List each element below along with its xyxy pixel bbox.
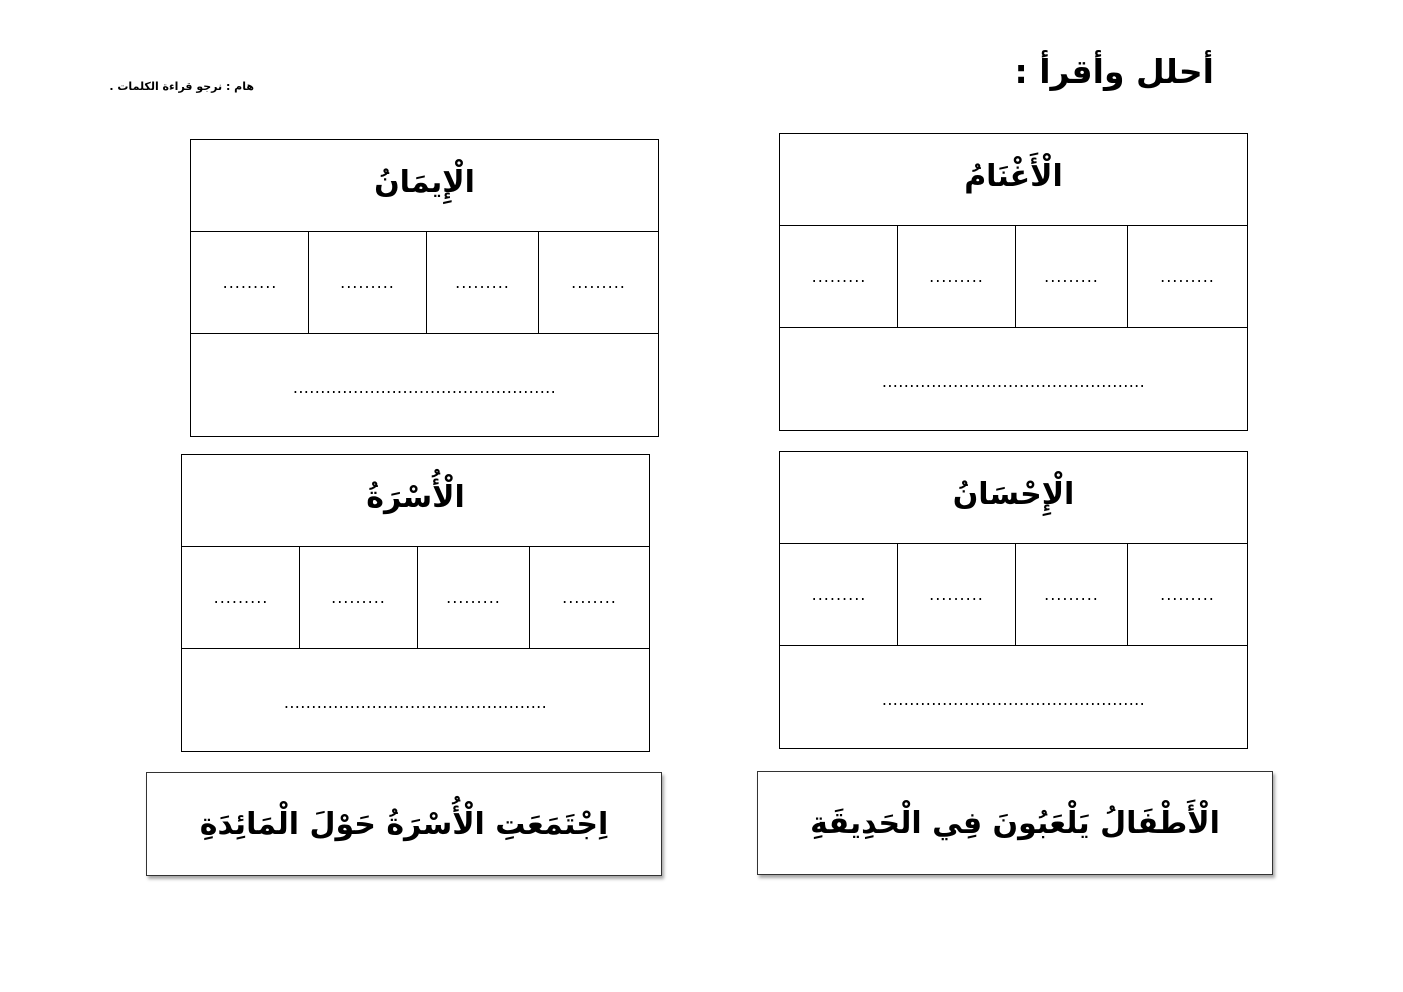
write-line[interactable]: ................................................ [292,378,557,397]
write-line[interactable]: ................................................ [881,690,1146,709]
syllable-cell[interactable]: ......... [417,547,529,648]
worksheet-heading: أحلل وأقرأ : [1014,52,1214,91]
syllable-cells [182,547,649,649]
syllable-cells [191,232,658,334]
sentence-box-children: الْأَطْفَالُ يَلْعَبُونَ فِي الْحَدِيقَةِ [757,771,1273,875]
syllable-cells [780,226,1247,328]
reading-note: هام : نرجو قراءة الكلمات . [109,80,254,93]
syllable-cell[interactable]: ......... [529,547,649,648]
syllable-cell[interactable]: ......... [213,588,269,607]
word-box-iman [190,139,659,437]
word-box-ihsan [779,451,1248,749]
syllable-cell[interactable]: ......... [1127,544,1247,645]
syllable-cell[interactable]: ......... [897,544,1015,645]
word-title: الْأَغْنَامُ [780,134,1247,226]
word-box-usra [181,454,650,752]
write-line[interactable]: ................................................ [283,693,548,712]
syllable-cell[interactable]: ......... [426,232,538,333]
sentence-box-family: اِجْتَمَعَتِ الْأُسْرَةُ حَوْلَ الْمَائِدَةِ [146,772,662,876]
syllable-cell[interactable]: ......... [1127,226,1247,327]
syllable-cell[interactable]: ......... [308,232,426,333]
syllable-cell[interactable]: ......... [538,232,658,333]
syllable-cell[interactable]: ......... [1015,226,1127,327]
syllable-cell[interactable]: ......... [811,585,867,604]
syllable-cell[interactable]: ......... [299,547,417,648]
word-title: الْأُسْرَةُ [182,455,649,547]
word-box-aghnam [779,133,1248,431]
syllable-cell[interactable]: ......... [222,273,278,292]
syllable-cell[interactable]: ......... [1015,544,1127,645]
word-title: الْإِيمَانُ [191,140,658,232]
word-title: الْإِحْسَانُ [780,452,1247,544]
syllable-cell[interactable]: ......... [897,226,1015,327]
syllable-cell[interactable]: ......... [811,267,867,286]
write-line[interactable]: ................................................ [881,372,1146,391]
syllable-cells [780,544,1247,646]
